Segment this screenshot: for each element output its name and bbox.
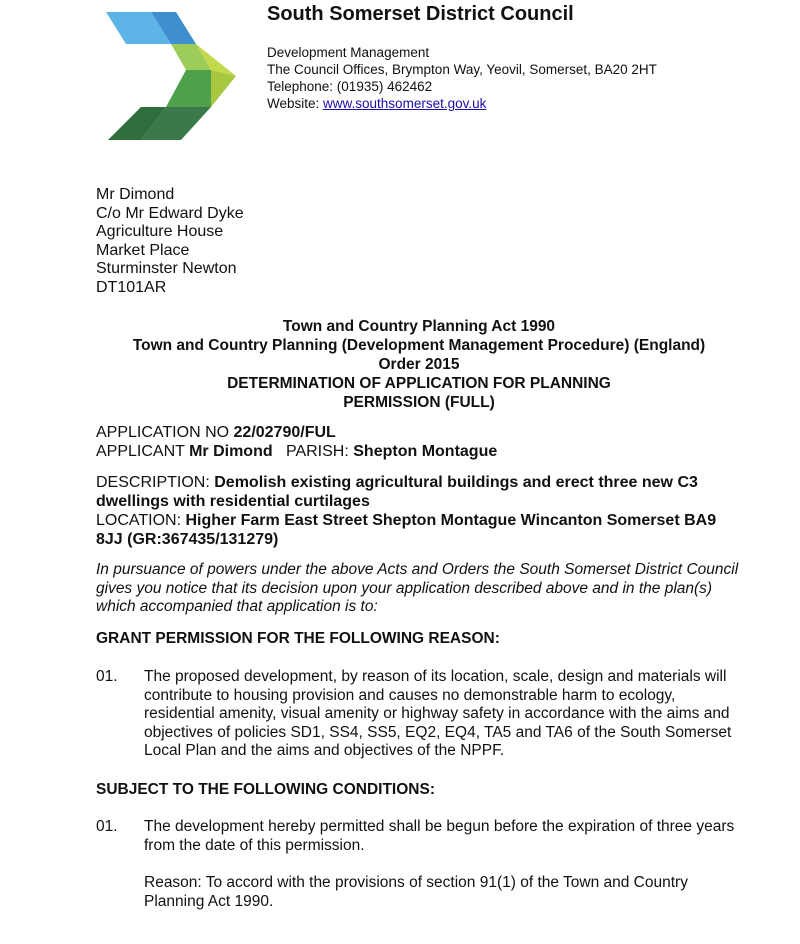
description-label: DESCRIPTION: xyxy=(96,474,215,491)
council-logo xyxy=(106,12,236,142)
department: Development Management xyxy=(267,45,430,60)
title-line: PERMISSION (FULL) xyxy=(343,394,495,411)
parish-value: Shepton Montague xyxy=(353,443,498,460)
recipient-line: Sturminster Newton xyxy=(96,260,237,278)
website-link[interactable]: www.southsomerset.gov.uk xyxy=(323,96,487,111)
grant-heading: GRANT PERMISSION FOR THE FOLLOWING REASON: xyxy=(96,630,500,647)
application-no-label: APPLICATION NO xyxy=(96,424,234,441)
condition-number: 01. xyxy=(96,818,118,835)
recipient-line: C/o Mr Edward Dyke xyxy=(96,204,244,222)
recipient-line: Agriculture House xyxy=(96,223,224,241)
description-value: Demolish existing agricultural buildings and erect three new C3 dwellings with residential curtilages xyxy=(96,474,698,510)
condition-text: The development hereby permitted shall be begun before the expiration of three years from the date of this permission. xyxy=(144,818,735,854)
description xyxy=(96,473,742,511)
application-number xyxy=(96,423,742,442)
application-details xyxy=(96,423,742,461)
recipient-line: Mr Dimond xyxy=(96,186,175,203)
condition-item xyxy=(96,818,742,855)
reason-text: The proposed development, by reason of its location, scale, design and materials will contribute to housing provision and causes no demonstrable harm to ecology, residential amenity, visual amenity or highway safety in accordance with the aims and objectives of policies SD1, SS4, SS5, EQ2, EQ4, TA5 and TA6 of the South Somerset Local Plan and the aims and objectives of the NPPF. xyxy=(144,668,732,759)
applicant-parish xyxy=(96,442,742,461)
conditions-heading: SUBJECT TO THE FOLLOWING CONDITIONS: xyxy=(96,781,435,798)
applicant-label: APPLICANT xyxy=(96,443,190,460)
website xyxy=(267,95,657,112)
application-no-value: 22/02790/FUL xyxy=(233,424,336,441)
logo-shape-mid-lower xyxy=(166,70,211,107)
reason-number: 01. xyxy=(96,668,118,685)
reason-item xyxy=(96,668,742,761)
title-line: Town and Country Planning Act 1990 xyxy=(282,318,556,335)
title-line: Order 2015 xyxy=(378,356,460,373)
location-label: LOCATION: xyxy=(96,512,186,529)
applicant-value: Mr Dimond xyxy=(189,443,273,460)
website-label: Website: xyxy=(267,96,324,111)
recipient-line: Market Place xyxy=(96,241,190,259)
location-value: Higher Farm East Street Shepton Montague Wincanton Somerset BA9 8JJ (GR:367435/131279) xyxy=(96,512,717,548)
description-location xyxy=(96,473,742,549)
parish-label: PARISH: xyxy=(285,443,354,460)
council-name: South Somerset District Council xyxy=(267,3,574,25)
recipient-line: DT101AR xyxy=(96,278,167,296)
location xyxy=(96,511,742,549)
recipient-address xyxy=(96,186,244,298)
condition-reason: Reason: To accord with the provisions of section 91(1) of the Town and Country Planning Act 1990. xyxy=(144,874,688,910)
title-line: Town and Country Planning (Development Management Procedure) (England) xyxy=(132,337,706,354)
title-line: DETERMINATION OF APPLICATION FOR PLANNING xyxy=(227,375,611,392)
contact-block xyxy=(267,44,657,112)
logo-shape-tip-lower xyxy=(211,70,236,107)
document-title xyxy=(96,317,742,412)
preamble: In pursuance of powers under the above Acts and Orders the South Somerset District Council gives you notice that its decision upon your application described above and in the plan(s) which accompanied that application is to: xyxy=(96,561,739,615)
telephone: Telephone: (01935) 462462 xyxy=(267,79,433,94)
council-address: The Council Offices, Brympton Way, Yeovil, Somerset, BA20 2HT xyxy=(267,62,657,77)
